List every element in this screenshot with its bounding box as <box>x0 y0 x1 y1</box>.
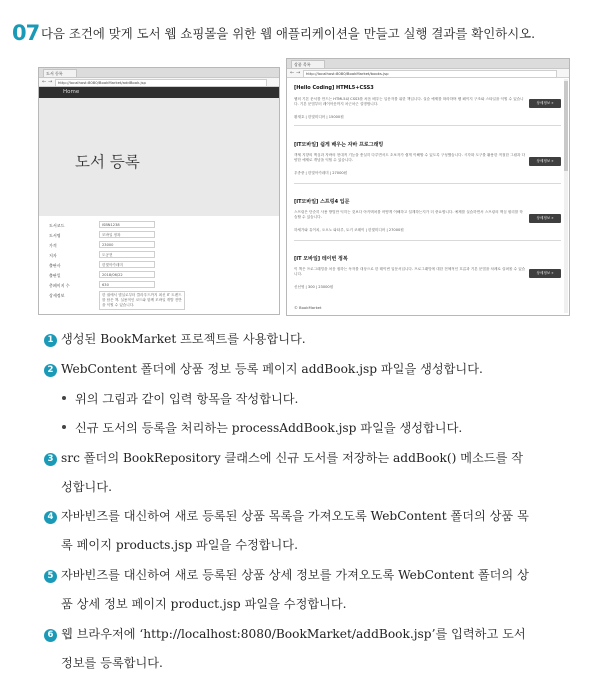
step-5-cont: 품 상세 정보 페이지 product.jsp 파일을 수정합니다. <box>61 597 347 611</box>
book-meta: 하세가와 유이치, 오오노 와타루, 토키 코헤이 | 한빛미디어 | 27000원 <box>294 228 404 232</box>
book-description: 웹의 기본 문서를 만드는 HTML5와 CSS3를 처음 배우는 입문자를 위한 책입니다. 실습 예제를 따라하며 웹 페이지 구조와 스타일을 익힐 수 있습니다. 기본 문법부터 레이아웃까지 차근차근 설명합니다. <box>294 97 524 106</box>
step-number-badge: 6 <box>44 629 57 642</box>
detail-button[interactable]: 상세정보 » <box>529 99 561 108</box>
book-title: [IT모바일] 스프링4 입문 <box>294 199 350 205</box>
step-number-badge: 2 <box>44 364 57 377</box>
field-label: 출판사 <box>49 263 61 268</box>
bullet-dot <box>62 396 66 400</box>
step-text: 생성된 BookMarket 프로젝트를 사용합니다. <box>61 332 306 346</box>
bullet-text: 신규 도서의 등록을 처리하는 processAddBook.jsp 파일을 생성합니다. <box>75 421 463 435</box>
forward-arrow-icon[interactable]: → <box>48 79 53 85</box>
book-meta: 우종중 | 한빛아카데미 | 27000원 <box>294 171 348 175</box>
field-input[interactable]: 모바일 정복 <box>99 231 155 238</box>
bullet-dot <box>62 425 66 429</box>
step-text: WebContent 폴더에 상품 정보 등록 페이지 addBook.jsp 파일을 생성합니다. <box>61 362 483 376</box>
top-navbar <box>39 87 279 98</box>
field-input[interactable]: 도공현 <box>99 251 155 258</box>
nav-home-link[interactable]: Home <box>63 89 80 95</box>
book-item <box>287 194 569 244</box>
step-4-cont: 록 페이지 products.jsp 파일을 수정합니다. <box>61 538 298 552</box>
question-text: 다음 조건에 맞게 도서 웹 쇼핑몰을 위한 웹 애플리케이션을 만들고 실행 결과를 확인하시오. <box>41 26 536 41</box>
bullet-text: 위의 그림과 같이 입력 항목을 작성합니다. <box>75 392 299 406</box>
detail-button[interactable]: 상세정보 » <box>529 269 561 278</box>
field-textarea[interactable]: 한 권에서 앱실로부터 클라우드까지 최신 IT 트렌드를 담은 책. 실용적인 코드와 함께 모바일 개발 전반을 익힐 수 있습니다. <box>99 291 185 310</box>
book-description: 객체 지향의 핵심과 자바의 현대적 기능을 충실히 다루면서도 초보자가 쉽게 이해할 수 있도록 구성했습니다. 시각화 도구를 활용한 적절한 그림과 다양한 예제로 개념을 익힐 수 있습니다. <box>294 153 526 162</box>
book-title: [IT모바일] 쉽게 배우는 자바 프로그래밍 <box>294 142 384 148</box>
step-text: src 폴더의 BookRepository 클래스에 신규 도서를 저장하는 addBook() 메소드를 작 <box>61 451 524 465</box>
bullet-1 <box>62 390 298 407</box>
detail-button[interactable]: 상세정보 » <box>529 214 561 223</box>
step-number-badge: 3 <box>44 453 57 466</box>
browser-titlebar <box>39 68 279 78</box>
book-item <box>287 137 569 187</box>
step-5 <box>44 566 529 583</box>
question-number: 07 <box>12 21 40 45</box>
book-description: 스프링은 단순히 사용 방법만 익히는 것보다 아키텍처를 어떻게 이해하고 설계하는지가 더 중요합니다. 예제를 실습하면서 스프링의 핵심 원리를 학습할 수 있습니다. <box>294 210 523 219</box>
add-book-screenshot <box>38 67 280 315</box>
address-bar <box>287 69 569 78</box>
step-2 <box>44 360 483 377</box>
step-1 <box>44 330 306 347</box>
step-6-cont: 정보를 등록합니다. <box>61 656 163 670</box>
book-meta: 신선영 | 300 | 23000원 <box>294 285 334 289</box>
book-meta: 황재호 | 한빛미디어 | 15000원 <box>294 115 344 119</box>
field-label: 출판일 <box>49 273 61 278</box>
step-4 <box>44 507 529 524</box>
field-label: 총페이지 수 <box>49 283 70 288</box>
divider <box>294 183 561 184</box>
field-label: 도서코드 <box>49 223 65 228</box>
url-field[interactable]: http://localhost:8080/BookMarket/addBook.jsp <box>55 79 267 87</box>
back-arrow-icon[interactable]: ← <box>290 70 295 76</box>
step-text: 자바빈즈를 대신하여 새로 등록된 상품 상세 정보를 가져오도록 WebContent 폴더의 상 <box>61 568 529 582</box>
field-label: 저자 <box>49 253 57 258</box>
field-input[interactable]: 23000 <box>99 241 155 248</box>
footer-copyright: © BookMarket <box>294 305 322 310</box>
field-label: 도서명 <box>49 233 61 238</box>
field-input[interactable] <box>99 314 155 315</box>
divider <box>294 125 561 126</box>
step-3 <box>44 449 523 466</box>
step-text: 웹 브라우저에 ‘http://localhost:8080/BookMarket/addBook.jsp’를 입력하고 도서 <box>61 627 526 641</box>
book-item <box>287 251 569 297</box>
field-input[interactable]: ISBN1238 <box>99 221 155 228</box>
step-number-badge: 1 <box>44 334 57 347</box>
step-number-badge: 4 <box>44 511 57 524</box>
field-input[interactable]: 630 <box>99 281 155 288</box>
book-list-screenshot <box>286 58 570 316</box>
step-6 <box>44 625 526 642</box>
browser-tab[interactable]: 상품 목록 <box>291 60 325 68</box>
book-description: 이 책은 프로그래밍을 처음 접하는 독자를 대상으로 한 테이번 입문서입니다. 프로그래밍에 대한 전체적인 흐름과 기본 문법을 차례로 살펴볼 수 있습니다. <box>294 267 526 276</box>
address-bar <box>39 78 279 87</box>
browser-titlebar <box>287 59 569 69</box>
book-title: [Hello Coding] HTML5+CSS3 <box>294 85 374 91</box>
field-input[interactable]: 한빛아카데미 <box>99 261 155 268</box>
book-title: [IT 모바일] 테이번 정복 <box>294 256 348 262</box>
field-label: 가격 <box>49 243 57 248</box>
bullet-2 <box>62 419 462 436</box>
field-label: 상세정보 <box>49 293 65 298</box>
field-input[interactable]: 2018/06/22 <box>99 271 155 278</box>
back-arrow-icon[interactable]: ← <box>42 79 47 85</box>
step-text: 자바빈즈를 대신하여 새로 등록된 상품 목록을 가져오도록 WebContent 폴더의 상품 목 <box>61 509 529 523</box>
url-field[interactable]: http://localhost:8080/BookMarket/books.jsp <box>303 70 557 78</box>
forward-arrow-icon[interactable]: → <box>296 70 301 76</box>
jumbotron <box>39 98 279 216</box>
step-number-badge: 5 <box>44 570 57 583</box>
step-3-cont: 성합니다. <box>61 480 112 494</box>
book-item <box>287 81 569 127</box>
page-title: 도서 등록 <box>75 153 140 171</box>
detail-button[interactable]: 상세정보 » <box>529 157 561 166</box>
browser-tab[interactable]: 도서 등록 <box>43 69 77 77</box>
divider <box>294 240 561 241</box>
